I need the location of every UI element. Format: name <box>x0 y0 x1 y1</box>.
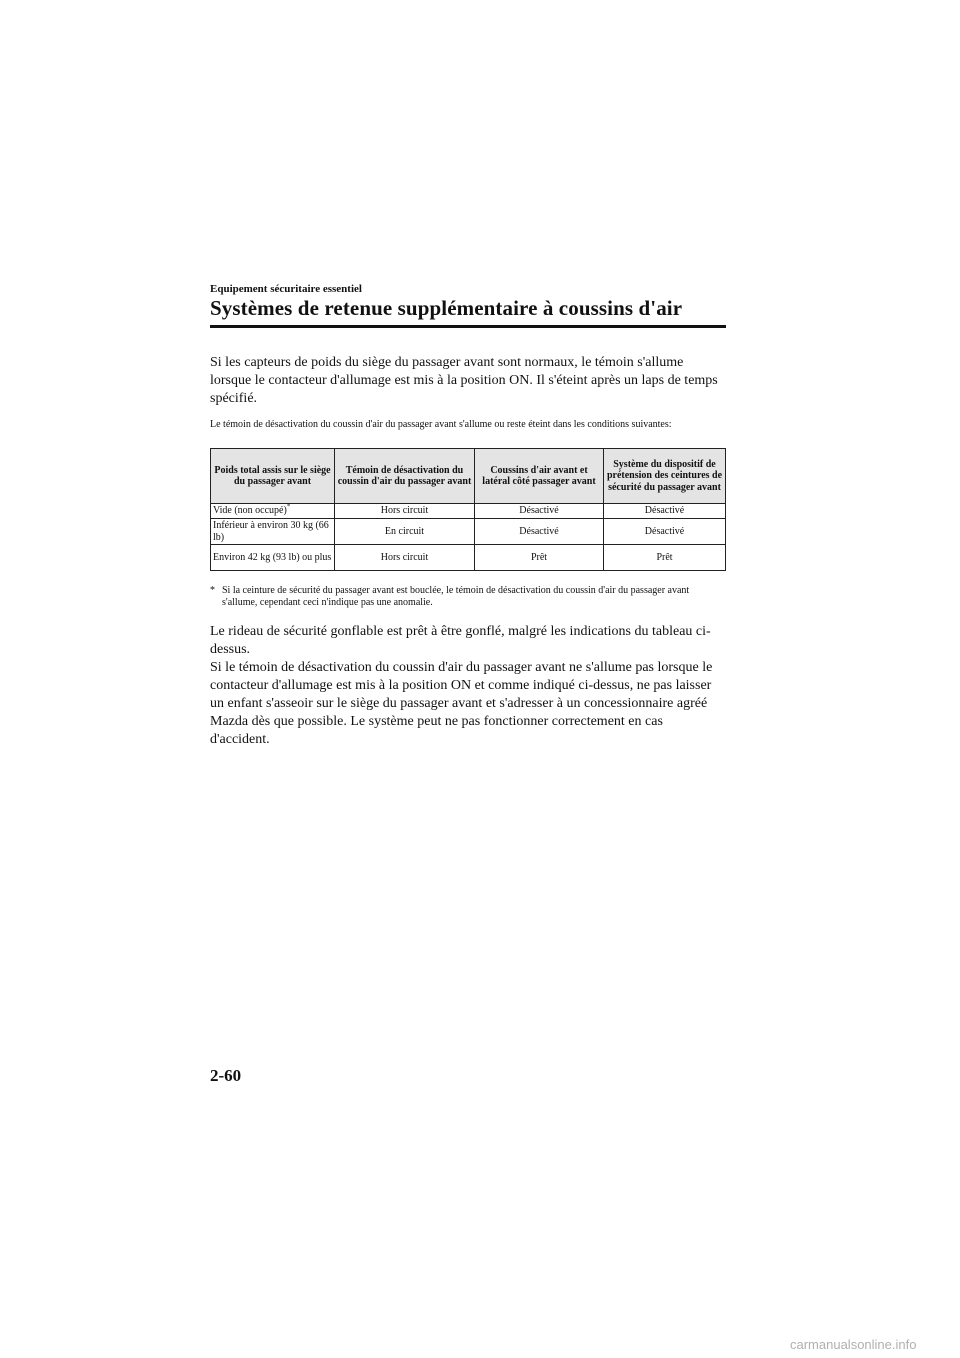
paragraph-curtain-ready: Le rideau de sécurité gonflable est prêt à être gonflé, malgré les indications du tableau ci-dessus. <box>210 624 711 657</box>
cell-airbags: Désactivé <box>475 519 604 545</box>
paragraph-curtain-and-warning <box>210 623 726 749</box>
header-pretensioner: Système du dispositif de prétension des ceintures de sécurité du passager avant <box>604 449 726 504</box>
cell-airbags: Désactivé <box>475 504 604 519</box>
table-footnote <box>210 585 726 609</box>
cell-weight: Environ 42 kg (93 lb) ou plus <box>211 545 335 571</box>
airbag-status-table <box>210 448 726 571</box>
paragraph-indicator-warning: Si le témoin de désactivation du coussin d'air du passager avant ne s'allume pas lorsque le contacteur d'allumage est mis à la position ON et comme indiqué ci-dessus, ne pas laisser un enfant s'asseoir sur le siège du passager avant et s'adresser à un concessionnaire agréé Mazda dès que possible. Le système peut ne pas fonctionner correctement en cas d'accident. <box>210 660 713 747</box>
cell-pretensioner: Prêt <box>604 545 726 571</box>
footnote-marker: * <box>286 502 291 511</box>
cell-indicator: En circuit <box>335 519 475 545</box>
cell-indicator: Hors circuit <box>335 545 475 571</box>
cell-pretensioner: Désactivé <box>604 519 726 545</box>
section-label: Equipement sécuritaire essentiel <box>210 283 362 295</box>
cell-pretensioner: Désactivé <box>604 504 726 519</box>
table-header-row <box>211 449 726 504</box>
table-row <box>211 504 726 519</box>
watermark: carmanualsonline.info <box>790 1337 917 1352</box>
header-weight: Poids total assis sur le siège du passager avant <box>211 449 335 504</box>
cell-weight: Inférieur à environ 30 kg (66 lb) <box>211 519 335 545</box>
footnote-text: Si la ceinture de sécurité du passager avant est bouclée, le témoin de désactivation du coussin d'air du passager avant s'allume, cependant ceci n'indique pas une anomalie. <box>222 585 690 608</box>
cell-airbags: Prêt <box>475 545 604 571</box>
cell-weight <box>211 504 335 519</box>
table-row <box>211 519 726 545</box>
table-row <box>211 545 726 571</box>
cell-indicator: Hors circuit <box>335 504 475 519</box>
header-indicator: Témoin de désactivation du coussin d'air du passager avant <box>335 449 475 504</box>
paragraph-sensor-normal: Si les capteurs de poids du siège du passager avant sont normaux, le témoin s'allume lorsque le contacteur d'allumage est mis à la position ON. Il s'éteint après un laps de temps spécifié. <box>210 355 718 406</box>
table-intro: Le témoin de désactivation du coussin d'air du passager avant s'allume ou reste éteint dans les conditions suivantes: <box>210 419 672 430</box>
cell-weight-text: Vide (non occupé) <box>213 505 287 517</box>
page-title: Systèmes de retenue supplémentaire à coussins d'air <box>210 296 683 320</box>
header-airbags: Coussins d'air avant et latéral côté passager avant <box>475 449 604 504</box>
title-rule <box>210 325 726 328</box>
page-number: 2-60 <box>210 1066 242 1085</box>
footnote-star: * <box>210 585 215 596</box>
